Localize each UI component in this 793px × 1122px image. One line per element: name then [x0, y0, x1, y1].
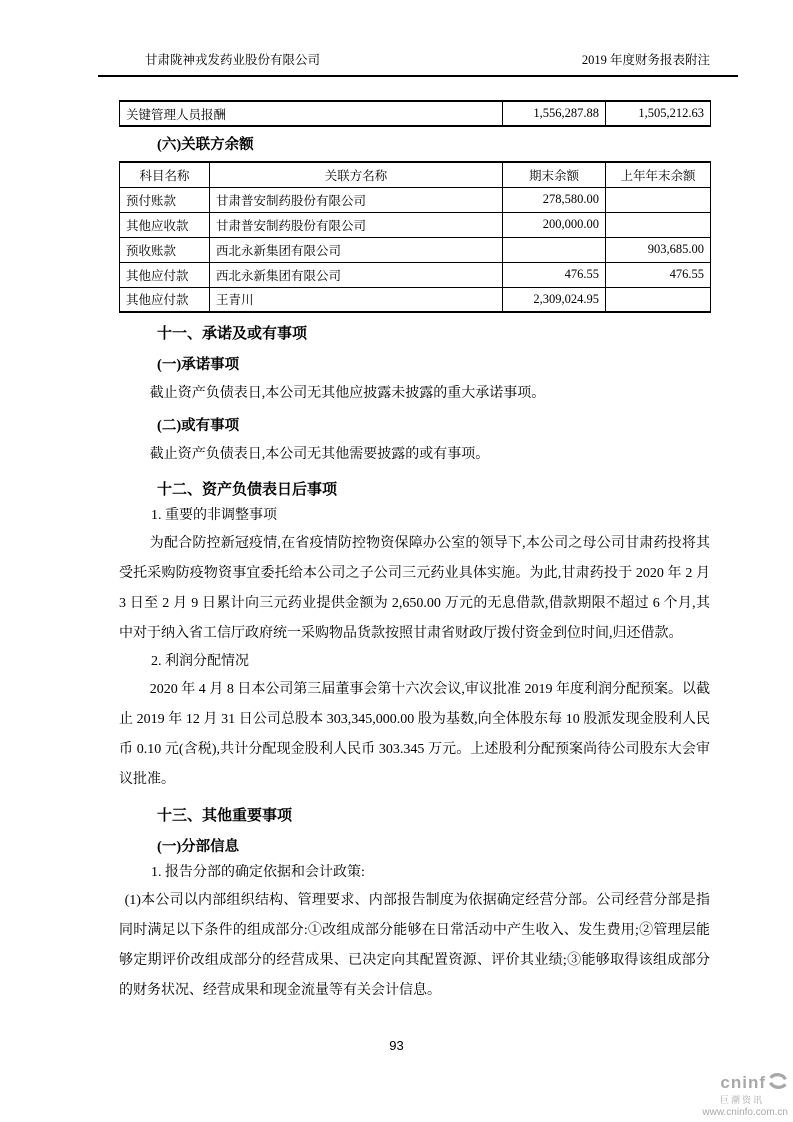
- cell-subject: 预付账款: [120, 187, 210, 212]
- cell-subject: 其他应付款: [120, 262, 210, 287]
- page-number: 93: [389, 1038, 404, 1053]
- cninfo-logo: [648, 1072, 788, 1118]
- section-12-item-2-title: 2. 利润分配情况: [151, 654, 249, 669]
- cell-prior: [606, 212, 711, 237]
- cell-subject: 其他应付款: [120, 287, 210, 312]
- cell-party: 甘肃普安制药股份有限公司: [210, 187, 503, 212]
- page-header: [98, 50, 738, 77]
- section-6-title: (六)关联方余额: [157, 137, 254, 153]
- cell-ending: 278,580.00: [503, 187, 606, 212]
- section-13-item-1-text: (1)本公司以内部组织结构、管理要求、内部报告制度为依据确定经营分部。公司经营分部是指同时满足以下条件的组成部分:①改组成部分能够在日常活动中产生收入、发生费用;②管理层能够定期评价改组成部分的经营成果、已决定向其配置资源、评价其业绩;③能够取得该组成部分的财务状况、经营成果和现金流量等有关会计信息。: [119, 893, 710, 998]
- cell-prior: [606, 187, 711, 212]
- cninfo-chinese-name: 巨潮资讯: [719, 1094, 764, 1105]
- cell-ending: 2,309,024.95: [503, 287, 606, 312]
- section-11-1-title: (一)承诺事项: [157, 357, 240, 373]
- section-11-1-text: 截止资产负债表日,本公司无其他应披露未披露的重大承诺事项。: [149, 386, 546, 401]
- cell-party: 王青川: [210, 287, 503, 312]
- table-row: [120, 287, 711, 312]
- cell-party: 西北永新集团有限公司: [210, 237, 503, 262]
- cell-prior: [606, 287, 711, 312]
- cell-subject: 预收账款: [120, 237, 210, 262]
- table-row: [120, 212, 711, 237]
- cell-ending: 476.55: [503, 262, 606, 287]
- table-header-row: [120, 162, 711, 187]
- section-11-2-title: (二)或有事项: [157, 418, 240, 434]
- section-11-2-text: 截止资产负债表日,本公司无其他需要披露的或有事项。: [149, 447, 490, 462]
- section-12-title: 十二、资产负债表日后事项: [157, 482, 338, 498]
- table-row: [120, 187, 711, 212]
- column-header-prior: 上年年末余额: [606, 162, 711, 187]
- cell-party: 甘肃普安制药股份有限公司: [210, 212, 503, 237]
- compensation-prior-cell: 1,505,212.63: [606, 101, 711, 126]
- section-11-title: 十一、承诺及或有事项: [157, 326, 308, 342]
- cell-prior: 476.55: [606, 262, 711, 287]
- cninfo-url: www.cninfo.com.cn: [702, 1107, 788, 1119]
- cninfo-brand-text: cninf: [720, 1072, 766, 1092]
- cell-party: 西北永新集团有限公司: [210, 262, 503, 287]
- table-row: [120, 262, 711, 287]
- cell-prior: 903,685.00: [606, 237, 711, 262]
- header-report-title: 2019 年度财务报表附注: [581, 53, 710, 67]
- column-header-party: 关联方名称: [210, 162, 503, 187]
- header-company-name: 甘肃陇神戎发药业股份有限公司: [145, 53, 321, 67]
- cell-ending: [503, 237, 606, 262]
- cell-subject: 其他应收款: [120, 212, 210, 237]
- related-party-balances-table: [119, 161, 711, 313]
- table-row: [120, 237, 711, 262]
- page-content: [119, 100, 710, 1006]
- compensation-table: [119, 100, 711, 127]
- compensation-label-cell: 关键管理人员报酬: [120, 101, 503, 126]
- section-12-item-1-text: 为配合防控新冠疫情,在省疫情防控物资保障办公室的领导下,本公司之母公司甘肃药投将其受托采购防疫物资事宜委托给本公司之子公司三元药业具体实施。为此,甘肃药投于 2020 年 2 月 3 日至 2 月 9 日累计向三元药业提供金额为 2,650.00 万元的无息借款,借款期限不超过 6 个月,其中对于纳入省工信厅政府统一采购物品货款按照甘肃省财政厅拨付资金到位时间,归还借款。: [119, 536, 710, 641]
- swirl-icon: [768, 1072, 788, 1095]
- section-12-item-2-text: 2020 年 4 月 8 日本公司第三届董事会第十六次会议,审议批准 2019 年度利润分配预案。以截止 2019 年 12 月 31 日公司总股本 303,345,000.00 股为基数,向全体股东每 10 股派发现金股利人民币 0.10 元(含税),共计分配现金股利人民币 303.345 万元。上述股利分配预案尚待公司股东大会审议批准。: [119, 682, 710, 787]
- section-13-item-1-title: 1. 报告分部的确定依据和会计政策:: [151, 865, 365, 880]
- section-13-1-title: (一)分部信息: [157, 839, 240, 855]
- section-12-item-1-title: 1. 重要的非调整事项: [151, 508, 277, 523]
- cell-ending: 200,000.00: [503, 212, 606, 237]
- table-row: [120, 101, 711, 126]
- compensation-current-cell: 1,556,287.88: [503, 101, 606, 126]
- column-header-ending: 期末余额: [503, 162, 606, 187]
- section-13-title: 十三、其他重要事项: [157, 808, 293, 824]
- column-header-subject: 科目名称: [120, 162, 210, 187]
